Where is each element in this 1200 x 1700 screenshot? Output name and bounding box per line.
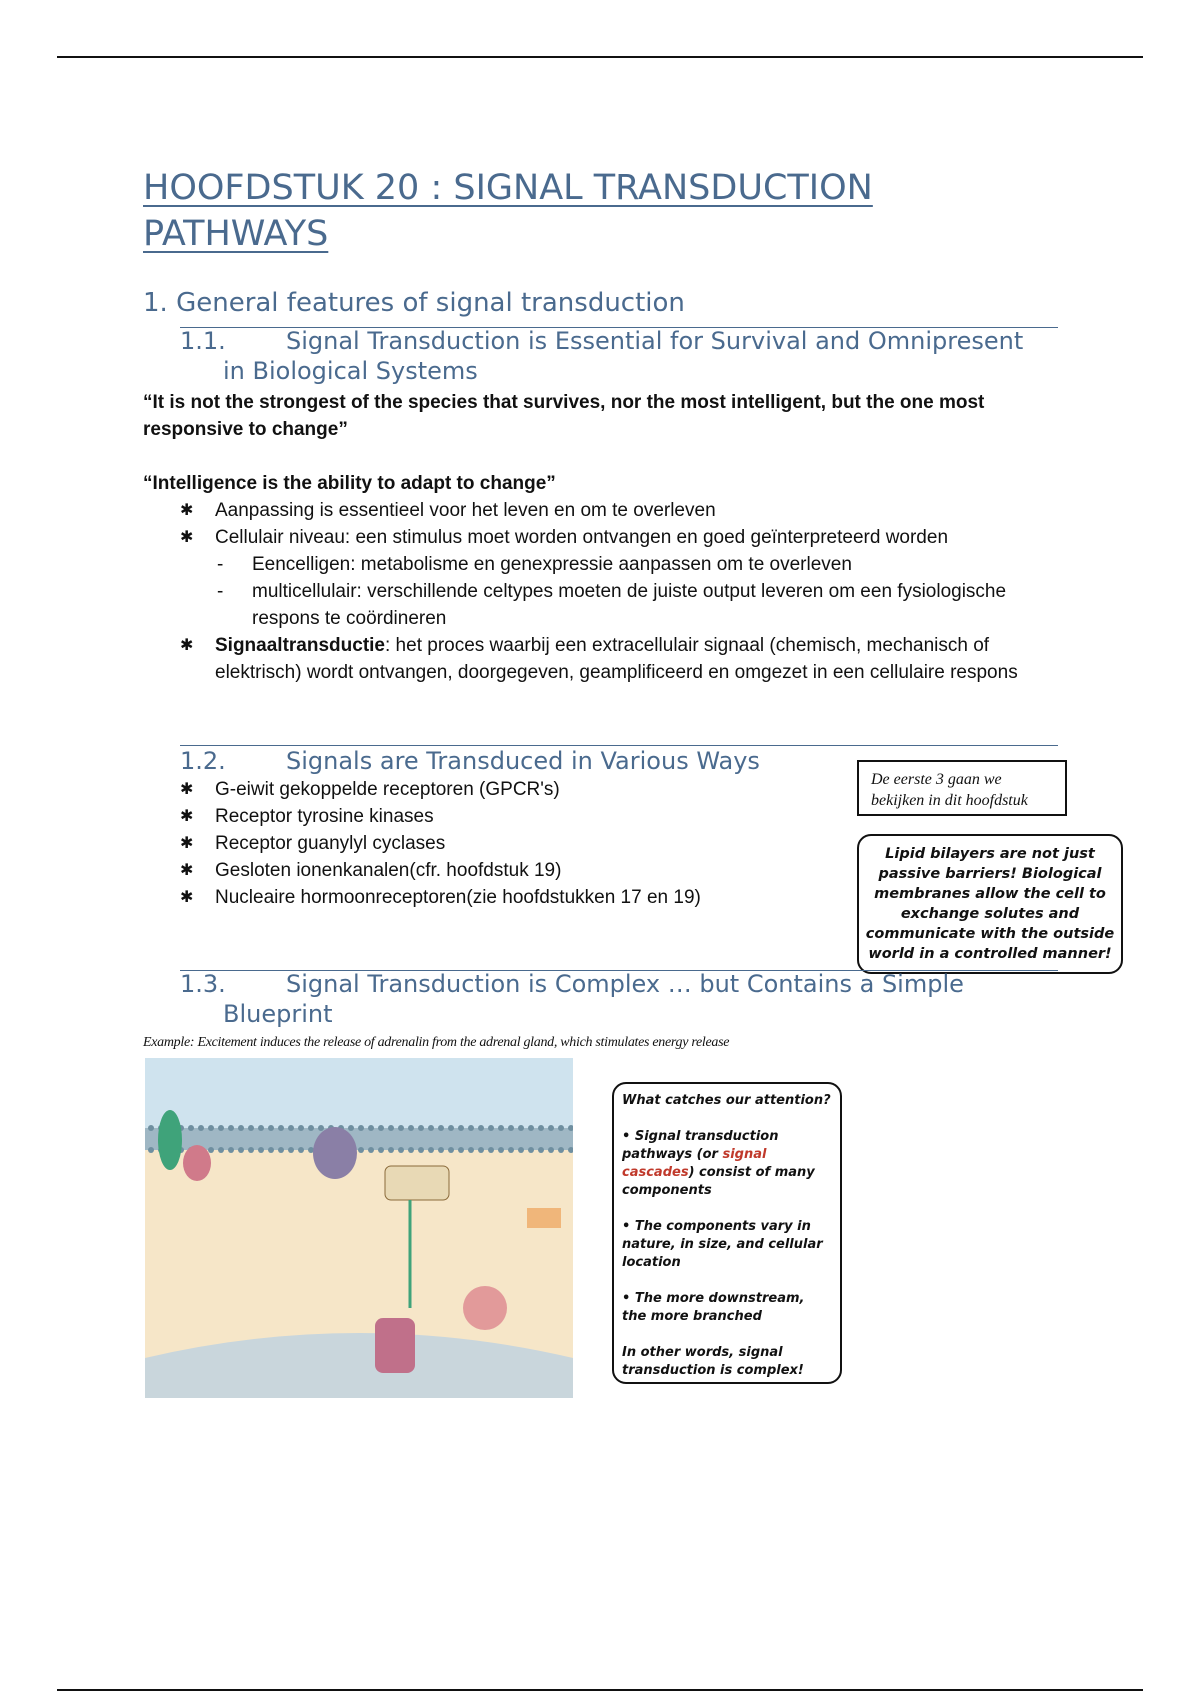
sub-list [215,551,1058,632]
receptor [158,1110,182,1170]
list-item: ✱ G-eiwit gekoppelde receptoren (GPCR's) [178,776,818,803]
quote-darwin: “It is not the strongest of the species that survives, nor the most intelligent, but the one most responsive to change” [143,392,985,440]
cellular-response [527,1208,561,1228]
section-1-2-heading: 1.2. Signals are Transduced in Various Ways [180,747,760,775]
asterisk-bullet-icon: ✱ [180,808,194,825]
list-item: ✱ Nucleaire hormoonreceptoren(zie hoofdstukken 17 en 19) [178,884,818,911]
sub-list-item: - multicellulair: verschillende celtypes moeten de juiste output leveren om een fysiologische respons te coördineren [217,581,1007,629]
phospholipase-c [313,1127,357,1179]
list-item: ✱ Cellulair niveau: een stimulus moet worden ontvangen en goed geïnterpreteerd worden - Eencelligen: metabolisme en genexpressie aanpassen om te overleven - multicellulair: verschillende celtypes moeten de juiste output leveren om een fysiologische respons te coördineren [178,524,1058,632]
section-1-heading: 1. General features of signal transduction [143,288,685,318]
bullet-list-2 [178,776,818,911]
asterisk-bullet-icon: ✱ [180,889,194,906]
page-title: HOOFDSTUK 20 : SIGNAL TRANSDUCTION PATHWAYS [143,168,873,254]
bottom-rule [57,1689,1143,1691]
list-item: ✱ Receptor tyrosine kinases [178,803,818,830]
asterisk-bullet-icon: ✱ [180,529,194,546]
asterisk-bullet-icon: ✱ [180,637,194,654]
ip3-gated-channel [375,1318,415,1373]
list-item: ✱ Gesloten ionenkanalen(cfr. hoofdstuk 19) [178,857,818,884]
attention-callout: What catches our attention? • Signal transduction pathways (or signal cascades) consist of many components • The components vary in nature, in size, and cellular location • The more downstream, the more branched In other words, signal transduction is complex! [612,1082,842,1384]
section-1-1-heading: 1.1. Signal Transduction is Essential for Survival and Omnipresent in Biological Systems [180,327,1024,385]
asterisk-bullet-icon: ✱ [180,862,194,879]
g-protein [183,1145,211,1181]
asterisk-bullet-icon: ✱ [180,781,194,798]
lipid-bilayer-callout: Lipid bilayers are not just passive barriers! Biological membranes allow the cell to exchange solutes and communicate with the outside world in a controlled manner! [857,834,1123,974]
note-box: De eerste 3 gaan we bekijken in dit hoofdstuk [857,760,1067,816]
sub-list-item: - Eencelligen: metabolisme en genexpressie aanpassen om te overleven [217,554,852,575]
bullet-list-1 [178,497,1058,686]
section-1-3-heading: 1.3. Signal Transduction is Complex … but Contains a Simple Blueprint [180,970,964,1028]
quote-intelligence: “Intelligence is the ability to adapt to change” [143,473,556,494]
list-item: ✱ Aanpassing is essentieel voor het leven en om te overleven [178,497,1058,524]
asterisk-bullet-icon: ✱ [180,502,194,519]
plasma-membrane [145,1128,573,1150]
signal-transduction-figure [145,1058,573,1398]
example-caption: Example: Excitement induces the release of adrenalin from the adrenal gland, which stimulates energy release [143,1035,730,1050]
protein-kinase-c [385,1166,449,1200]
list-item: ✱ Signaaltransductie: het proces waarbij een extracellulair signaal (chemisch, mechanisch of elektrisch) wordt ontvangen, doorgegeven, geamplificeerd en omgezet in een cellulaire respons [178,632,1058,686]
list-item: ✱ Receptor guanylyl cyclases [178,830,818,857]
calmodulin-kinase [463,1286,507,1330]
top-rule [57,56,1143,58]
asterisk-bullet-icon: ✱ [180,835,194,852]
